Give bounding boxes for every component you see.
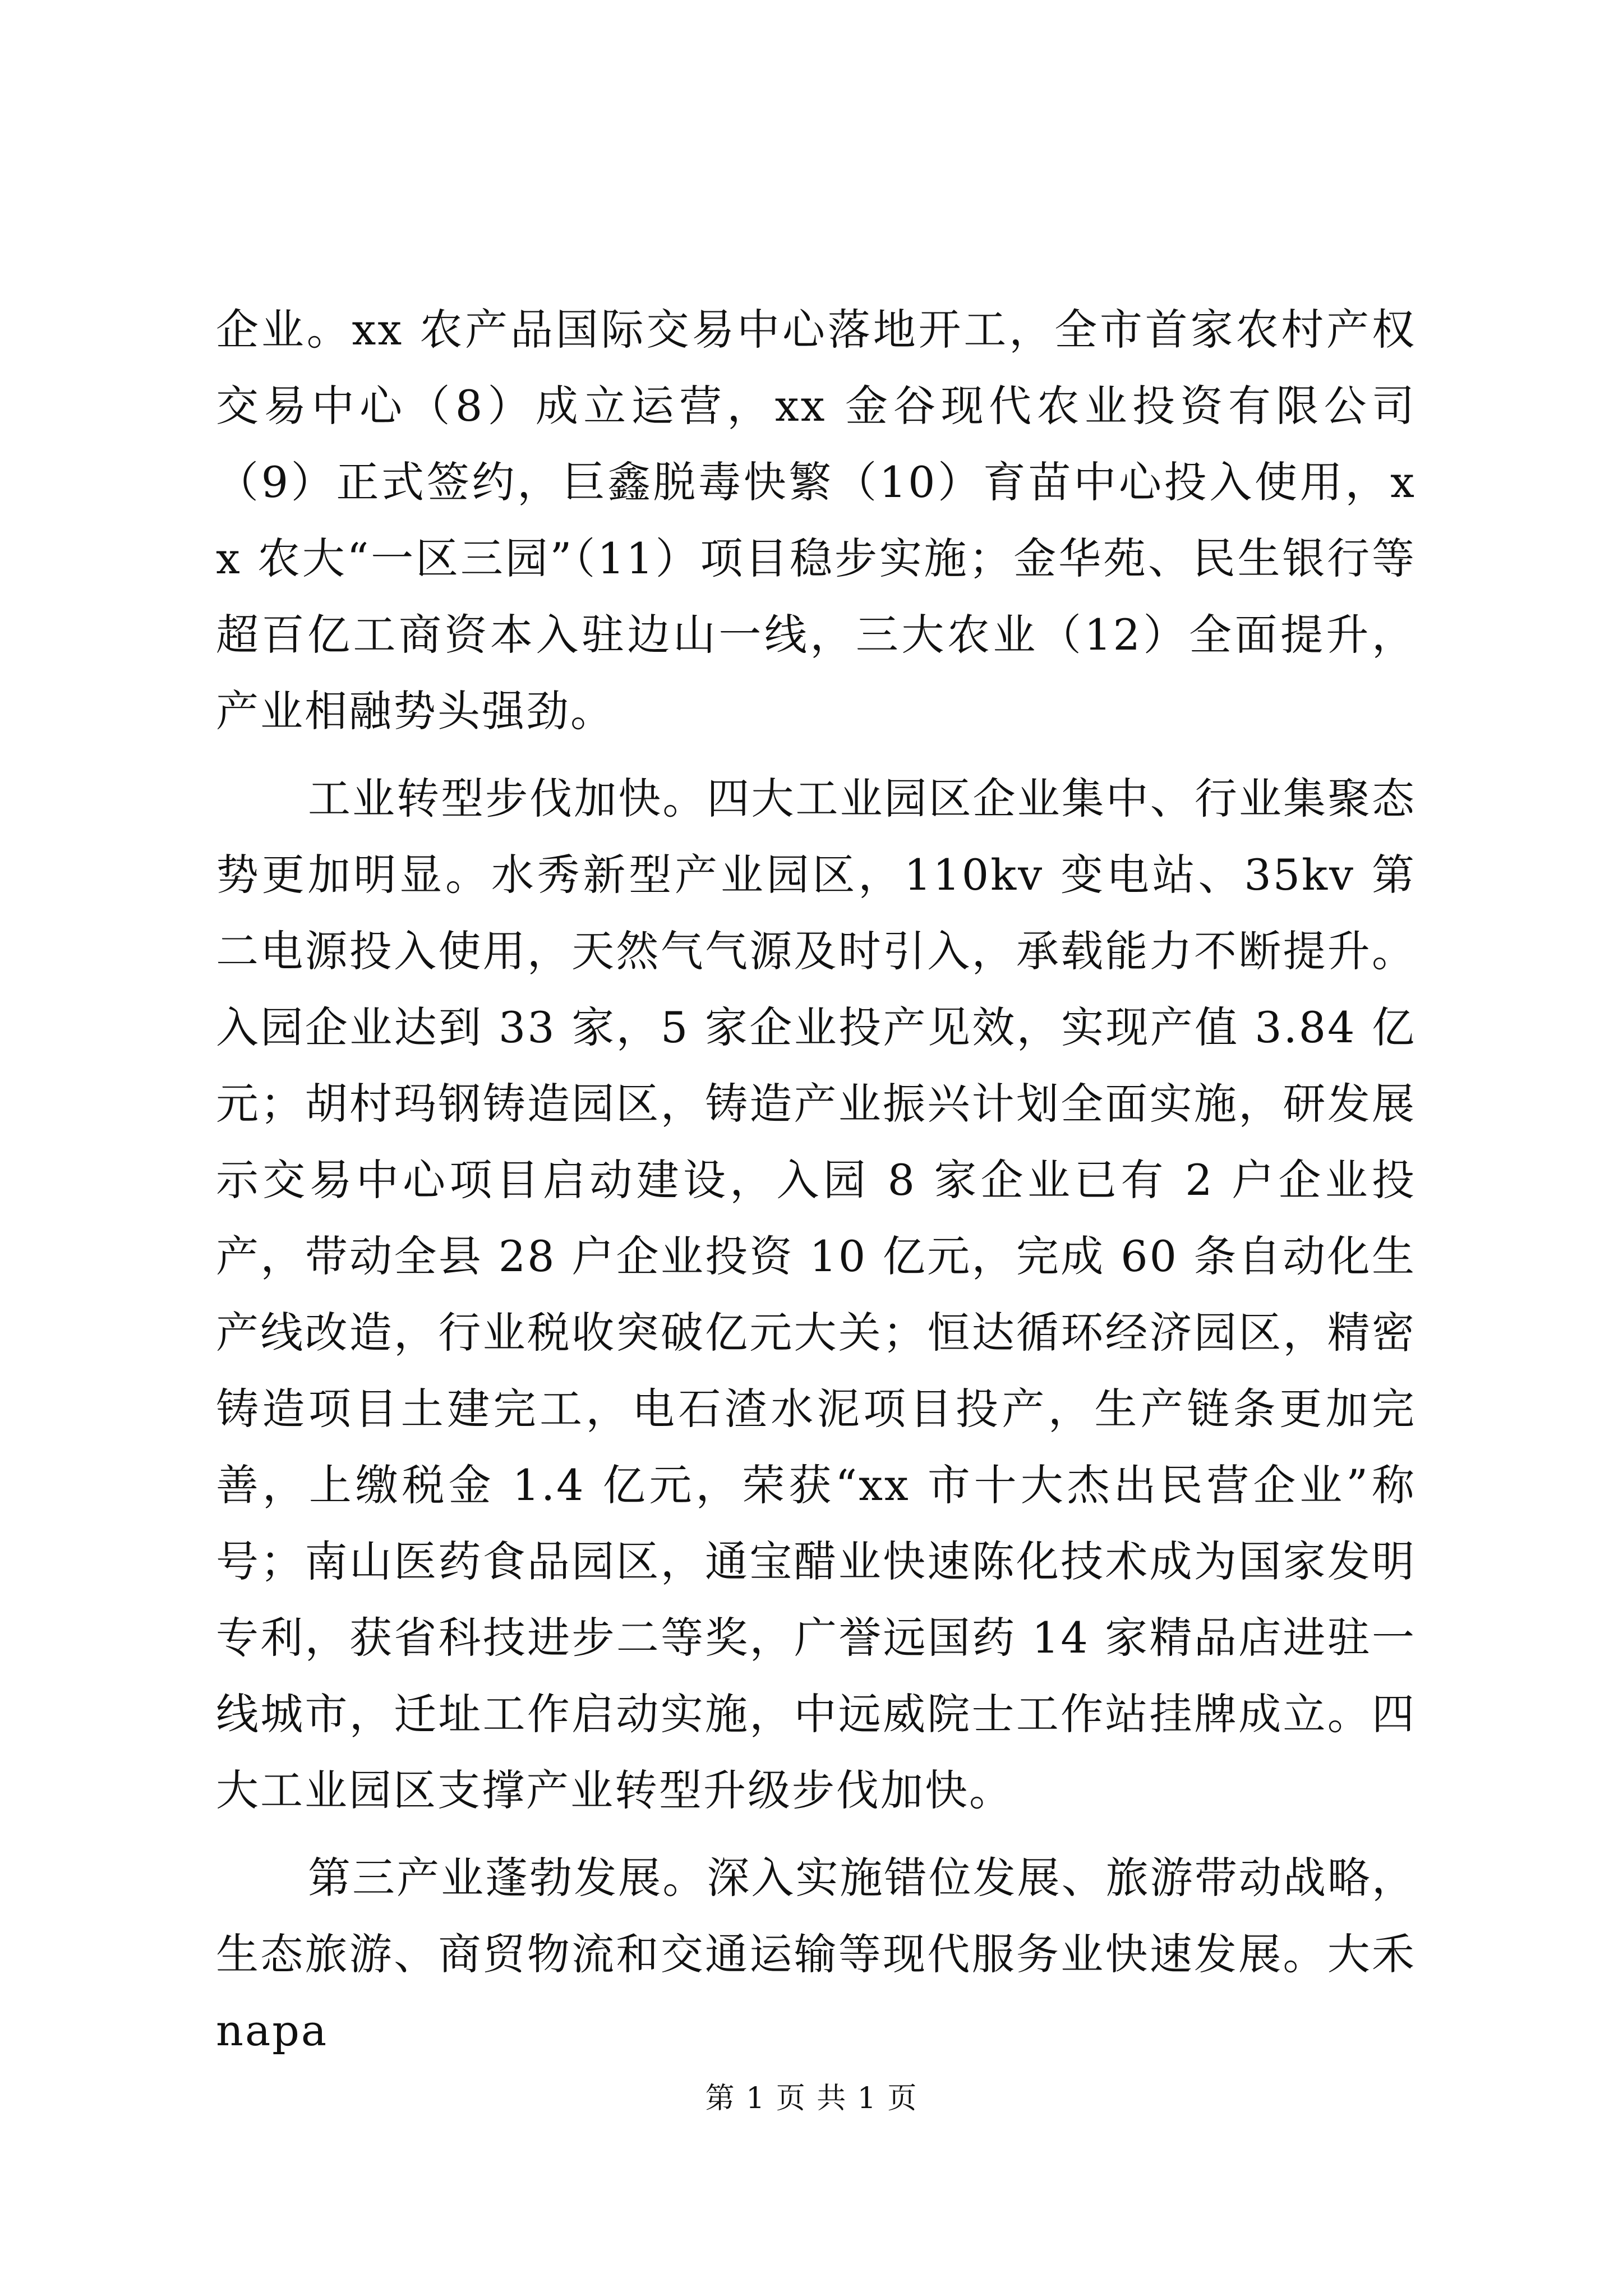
paragraph-industry: 工业转型步伐加快。四大工业园区企业集中、行业集聚态势更加明显。水秀新型产业园区，110kv 变电站、35kv 第二电源投入使用，天然气气源及时引入，承载能力不断提升。入园企业达到 33 家，5 家企业投产见效，实现产值 3.84 亿元；胡村玛钢铸造园区，铸造产业振兴计划全面实施，研发展示交易中心项目启动建设，入园 8 家企业已有 2 户企业投产，带动全县 28 户企业投资 10 亿元，完成 60 条自动化生产线改造，行业税收突破亿元大关；恒达循环经济园区，精密铸造项目土建完工，电石渣水泥项目投产，生产链条更加完善，上缴税金 1.4 亿元，荣获“xx 市十大杰出民营企业”称号；南山医药食品园区，通宝醋业快速陈化技术成为国家发明专利，获省科技进步二等奖，广誉远国药 14 家精品店进驻一线城市，迁址工作启动实施，中远威院士工作站挂牌成立。四大工业园区支撑产业转型升级步伐加快。 — [216, 774, 1416, 1815]
paragraph-agriculture: 企业。xx 农产品国际交易中心落地开工，全市首家农村产权交易中心（8）成立运营，xx 金谷现代农业投资有限公司（9）正式签约，巨鑫脱毒快繁（10）育苗中心投入使用，xx 农大“一区三园”（11）项目稳步实施；金华苑、民生银行等超百亿工商资本入驻边山一线，三大农业（12）全面提升，产业相融势头强劲。 — [216, 305, 1416, 736]
page-footer — [0, 2079, 1623, 2118]
paragraph-tertiary-industry: 第三产业蓬勃发展。深入实施错位发展、旅游带动战略，生态旅游、商贸物流和交通运输等现代服务业快速发展。大禾 napa — [216, 1853, 1416, 2055]
document-body — [216, 292, 1416, 2069]
page-number-label: 第 1 页 共 1 页 — [705, 2082, 918, 2115]
